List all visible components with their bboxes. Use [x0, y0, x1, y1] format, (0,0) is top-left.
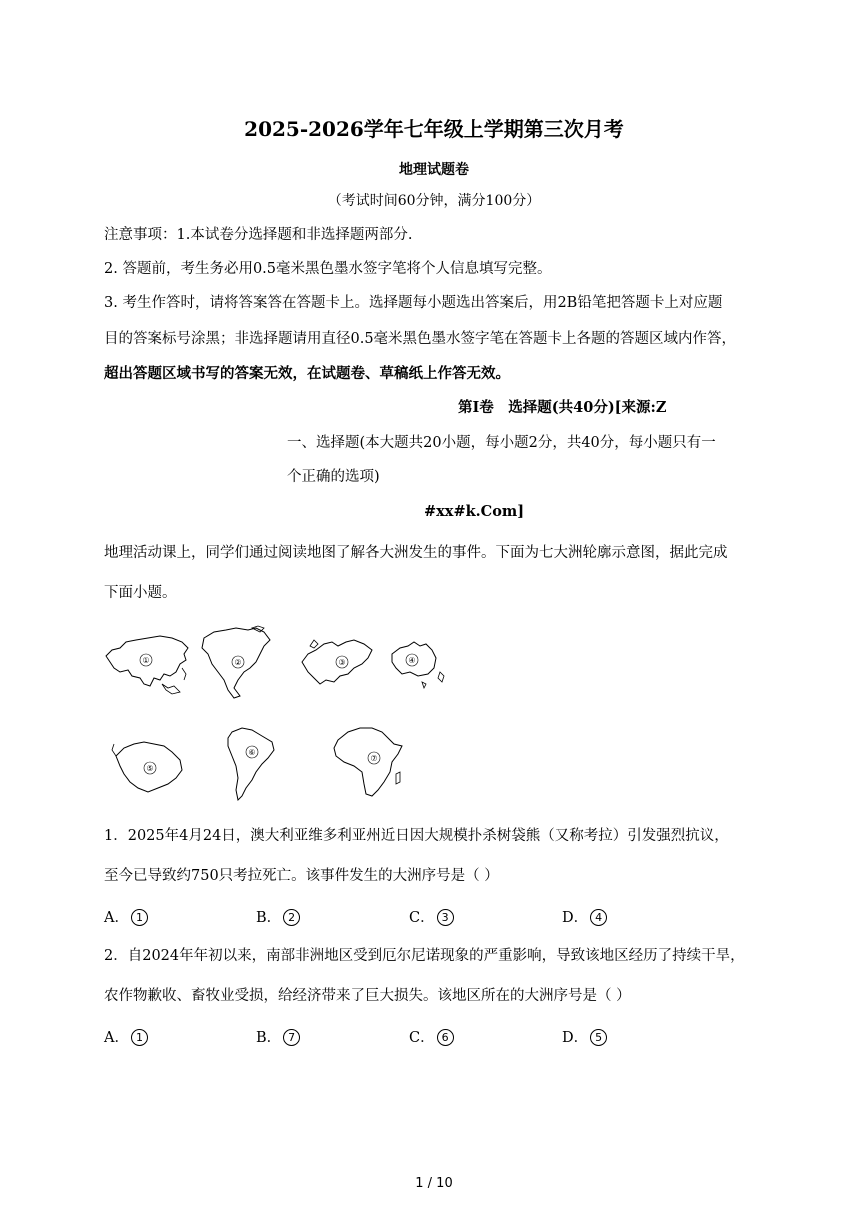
q1-option-b[interactable] — [256, 906, 300, 927]
q2-option-a[interactable] — [104, 1026, 148, 1047]
exam-title: 2025-2026学年七年级上学期第三次月考 — [244, 117, 624, 141]
map-label-6: ⑥ — [248, 748, 256, 757]
continent-map-asia — [102, 630, 192, 700]
section-instruction-1: 一、选择题(本大题共20小题，每小题2分，共40分，每小题只有一 — [287, 435, 716, 451]
question-2-line-1: 2．自2024年年初以来，南部非洲地区受到厄尔尼诺现象的严重影响，导致该地区经历了持续干旱， — [104, 948, 745, 964]
note-3-line-3: 超出答题区域书写的答案无效，在试题卷、草稿纸上作答无效。 — [104, 365, 510, 382]
option-value: 1 — [131, 1029, 148, 1046]
option-letter: C． — [409, 910, 435, 926]
map-label-4: ④ — [408, 656, 416, 665]
source-tag: #xx#k.Com] — [424, 503, 525, 520]
note-3-line-1: 3. 考生作答时，请将答案答在答题卡上。选择题每小题选出答案后，用2B铅笔把答题卡上对应题 — [104, 295, 723, 311]
option-value: 6 — [437, 1029, 454, 1046]
q2-option-b[interactable] — [256, 1026, 300, 1047]
intro-line-2: 下面小题。 — [104, 585, 177, 601]
map-label-3: ③ — [338, 658, 346, 667]
page-number: 1 / 10 — [415, 1176, 453, 1191]
continent-map-oceania — [382, 632, 452, 692]
section-instruction-2: 个正确的选项) — [287, 469, 380, 485]
option-value: 3 — [437, 909, 454, 926]
note-1: 注意事项：1.本试卷分选择题和非选择题两部分. — [104, 227, 413, 243]
question-1-line-1: 1．2025年4月24日，澳大利亚维多利亚州近日因大规模扑杀树袋熊（又称考拉）引发强烈抗议， — [104, 828, 729, 844]
q2-option-d[interactable] — [562, 1026, 607, 1047]
option-value: 1 — [131, 909, 148, 926]
option-value: 2 — [283, 909, 300, 926]
option-letter: D． — [562, 1030, 589, 1046]
option-letter: D． — [562, 910, 589, 926]
option-value: 7 — [283, 1029, 300, 1046]
continent-map-south-america — [224, 726, 280, 802]
map-label-2: ② — [234, 658, 242, 667]
option-value: 4 — [590, 909, 607, 926]
option-letter: A． — [104, 910, 129, 926]
continent-map-africa — [328, 724, 410, 800]
note-2: 2. 答题前，考生务必用0.5毫米黑色墨水签字笔将个人信息填写完整。 — [104, 261, 552, 277]
continent-map-antarctica — [110, 736, 188, 798]
subject-title: 地理试题卷 — [399, 162, 469, 178]
intro-line-1: 地理活动课上，同学们通过阅读地图了解各大洲发生的事件。下面为七大洲轮廓示意图，据此完成 — [104, 545, 728, 561]
exam-time-info: （考试时间60分钟，满分100分） — [327, 193, 541, 209]
option-value: 5 — [590, 1029, 607, 1046]
option-letter: A． — [104, 1030, 129, 1046]
map-label-5: ⑤ — [146, 764, 154, 773]
continent-map-europe — [296, 632, 378, 692]
note-3-line-2: 目的答案标号涂黑；非选择题请用直径0.5毫米黑色墨水签字笔在答题卡上各题的答题区域内作答， — [104, 331, 737, 347]
question-2-line-2: 农作物歉收、畜牧业受损，给经济带来了巨大损失。该地区所在的大洲序号是（ ） — [104, 988, 631, 1004]
q1-option-a[interactable] — [104, 906, 148, 927]
section-heading: 第Ⅰ卷 选择题(共40分)[来源:Z — [458, 399, 667, 416]
option-letter: B． — [256, 910, 282, 926]
q1-option-d[interactable] — [562, 906, 607, 927]
map-label-1: ① — [142, 656, 150, 665]
question-1-line-2: 至今已导致约750只考拉死亡。该事件发生的大洲序号是（ ） — [104, 868, 499, 884]
option-letter: B． — [256, 1030, 282, 1046]
map-label-7: ⑦ — [370, 754, 378, 763]
continent-map-north-america — [198, 624, 278, 704]
option-letter: C． — [409, 1030, 435, 1046]
q2-option-c[interactable] — [409, 1026, 454, 1047]
q1-option-c[interactable] — [409, 906, 454, 927]
